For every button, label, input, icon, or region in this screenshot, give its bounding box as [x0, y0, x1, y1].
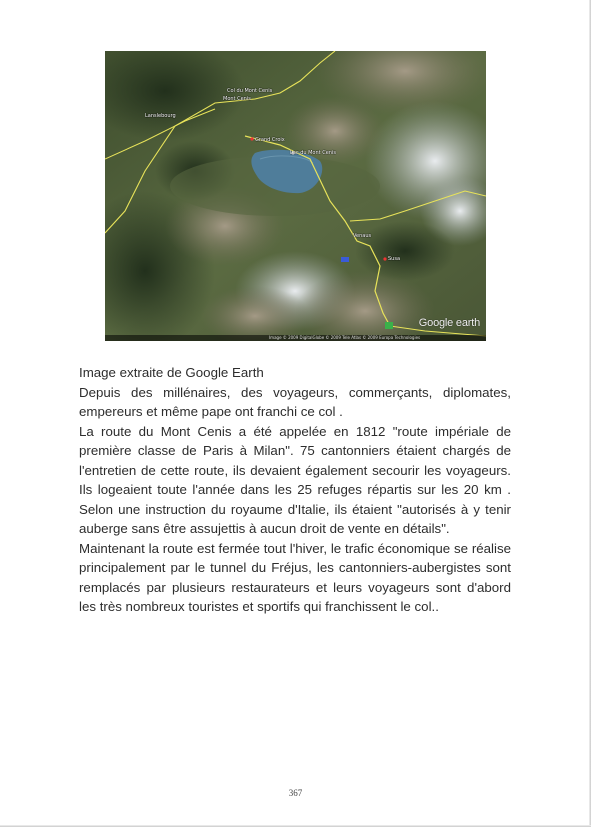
paragraph-2: La route du Mont Cenis a été appelée en 1812 "route impériale de première classe de Paris à Milan". 75 cantonniers étaient chargés de l'entretien de cette route, ils devaient également secourir les voyageurs. Ils logeaient toute l'année dans les 25 refuges répartis sur les 20 km . Selon une instruction du royaume d'Italie, ils étaient "autorisés à y tenir auberge sans être assujettis à aucun droit de vente en détails".	[79, 423, 511, 536]
map-label-col: Col du Mont Cenis	[227, 88, 273, 94]
figure-caption: Image extraite de Google Earth	[79, 365, 264, 380]
map-label-mont-cenis: Mont Cenis	[223, 96, 251, 102]
map-label-village: Venaus	[353, 233, 372, 239]
body-text	[79, 363, 511, 617]
map-label-lanslebourg: Lanslebourg	[145, 113, 176, 119]
paragraph-3: Maintenant la route est fermée tout l'hiver, le trafic économique se réalise principalement par le tunnel du Fréjus, les cantonniers-aubergistes sont remplacés par plusieurs restaurateurs et leurs voyageurs sont d'abord les très nombreux touristes et sportifs qui franchissent le col..	[79, 540, 511, 614]
map-credits: Image © 2009 DigitalGlobe © 2009 Tele Atlas © 2009 Europa Technologies	[105, 335, 486, 341]
satellite-terrain	[105, 51, 486, 341]
map-label-lake: Lac du Mont Cenis	[290, 150, 336, 156]
satellite-image	[105, 51, 486, 341]
paragraph-1: Depuis des millénaires, des voyageurs, commerçants, diplomates, empereurs et même pape ont franchi ce col .	[79, 384, 511, 419]
map-label-town: Susa	[388, 256, 401, 262]
google-earth-watermark: Google earth	[418, 317, 480, 329]
page-number: 367	[288, 788, 303, 798]
map-label-refuge: Grand Croix	[255, 137, 285, 143]
